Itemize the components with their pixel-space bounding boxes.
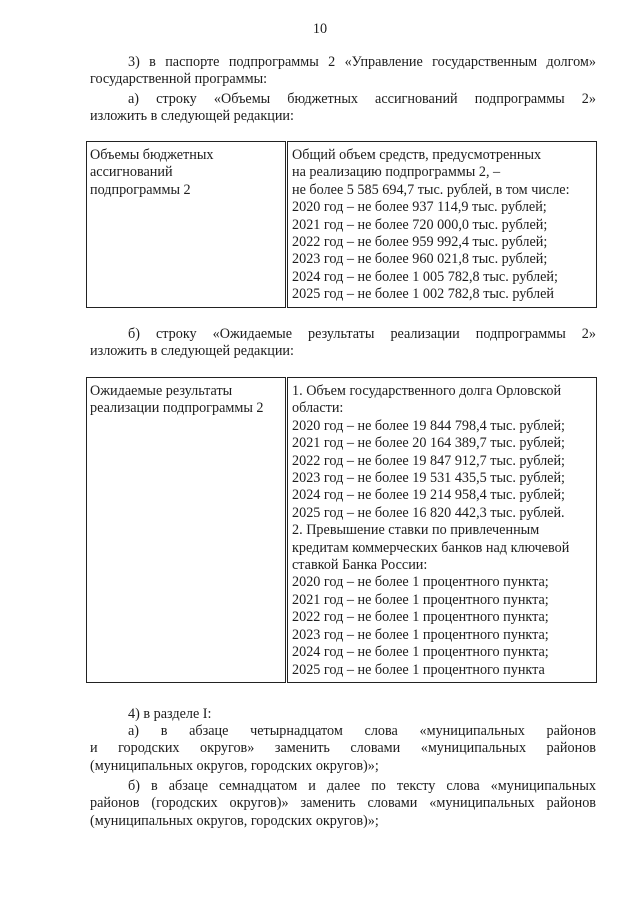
paragraph-line: 4) в разделе I: — [128, 706, 212, 722]
cell-line: 2021 год – не более 720 000,0 тыс. рублей; — [292, 216, 548, 233]
cell-line: 2025 год – не более 16 820 442,3 тыс. рублей. — [292, 504, 565, 521]
paragraph-line: а) строку «Объемы бюджетных ассигнований подпрограммы 2» — [128, 91, 596, 107]
cell-line: Общий объем средств, предусмотренных — [292, 147, 542, 163]
paragraph-line: изложить в следующей редакции: — [90, 343, 294, 360]
cell-line: 2022 год – не более 1 процентного пункта; — [292, 609, 549, 626]
paragraph-item-4b — [90, 778, 596, 830]
table-cell-value — [287, 142, 597, 308]
cell-line: 2022 год – не более 19 847 912,7 тыс. рублей; — [292, 452, 566, 469]
cell-line: подпрограммы 2 — [90, 181, 191, 198]
paragraph-item-4 — [90, 706, 596, 723]
paragraph-item-3 — [90, 54, 596, 89]
cell-line: не более 5 585 694,7 тыс. рублей, в том числе: — [292, 181, 570, 198]
table-cell-label — [87, 142, 287, 308]
table-cell-label — [87, 378, 287, 683]
budget-allocations-table — [86, 141, 597, 308]
cell-line: 2020 год – не более 937 114,9 тыс. рублей; — [292, 199, 547, 216]
cell-line: ставкой Банка России: — [292, 557, 428, 574]
cell-line: 2025 год – не более 1 002 782,8 тыс. рублей — [292, 286, 554, 303]
paragraph-line: а) в абзаце четырнадцатом слова «муниципальных районов — [128, 723, 596, 739]
table-row — [87, 378, 597, 683]
cell-line: 2021 год – не более 1 процентного пункта; — [292, 591, 549, 608]
cell-line: на реализацию подпрограммы 2, – — [292, 164, 501, 181]
cell-line: ассигнований — [90, 164, 173, 181]
cell-line: 2020 год – не более 19 844 798,4 тыс. рублей; — [292, 417, 566, 434]
cell-line: кредитам коммерческих банков над ключевой — [292, 539, 570, 556]
table-row — [87, 142, 597, 308]
paragraph-line: районов (городских округов)» заменить словами «муниципальных районов — [90, 795, 596, 812]
expected-results-table — [86, 377, 597, 683]
paragraph-item-4a — [90, 723, 596, 775]
paragraph-item-3a — [90, 91, 596, 126]
cell-line: области: — [292, 400, 344, 417]
paragraph-line: (муниципальных округов, городских округов)»; — [90, 757, 379, 774]
paragraph-item-3b — [90, 326, 596, 361]
cell-line: 2020 год – не более 1 процентного пункта; — [292, 574, 549, 591]
paragraph-line: б) в абзаце семнадцатом и далее по тексту слова «муниципальных — [128, 778, 596, 794]
paragraph-line: (муниципальных округов, городских округов)»; — [90, 812, 379, 829]
cell-line: 2023 год – не более 1 процентного пункта; — [292, 626, 549, 643]
cell-line: 2022 год – не более 959 992,4 тыс. рублей; — [292, 234, 548, 251]
paragraph-line: б) строку «Ожидаемые результаты реализации подпрограммы 2» — [128, 326, 596, 342]
cell-line: 2. Превышение ставки по привлеченным — [292, 522, 540, 539]
paragraph-line: 3) в паспорте подпрограммы 2 «Управление государственным долгом» — [128, 54, 596, 70]
cell-line: 1. Объем государственного долга Орловской — [292, 383, 562, 399]
cell-line: Ожидаемые результаты — [90, 383, 233, 399]
page-number: 10 — [312, 21, 328, 37]
cell-line: реализации подпрограммы 2 — [90, 400, 264, 417]
cell-line: 2021 год – не более 20 164 389,7 тыс. рублей; — [292, 435, 566, 452]
paragraph-line: изложить в следующей редакции: — [90, 108, 294, 125]
table-cell-value — [287, 378, 597, 683]
cell-line: 2024 год – не более 19 214 958,4 тыс. рублей; — [292, 487, 566, 504]
cell-line: 2024 год – не более 1 005 782,8 тыс. рублей; — [292, 268, 558, 285]
cell-line: 2023 год – не более 960 021,8 тыс. рублей; — [292, 251, 548, 268]
cell-line: 2025 год – не более 1 процентного пункта — [292, 661, 545, 678]
paragraph-line: государственной программы: — [90, 71, 268, 88]
paragraph-line: и городских округов» заменить словами «муниципальных районов — [90, 740, 596, 757]
cell-line: Объемы бюджетных — [90, 147, 214, 163]
cell-line: 2024 год – не более 1 процентного пункта; — [292, 644, 549, 661]
cell-line: 2023 год – не более 19 531 435,5 тыс. рублей; — [292, 470, 566, 487]
